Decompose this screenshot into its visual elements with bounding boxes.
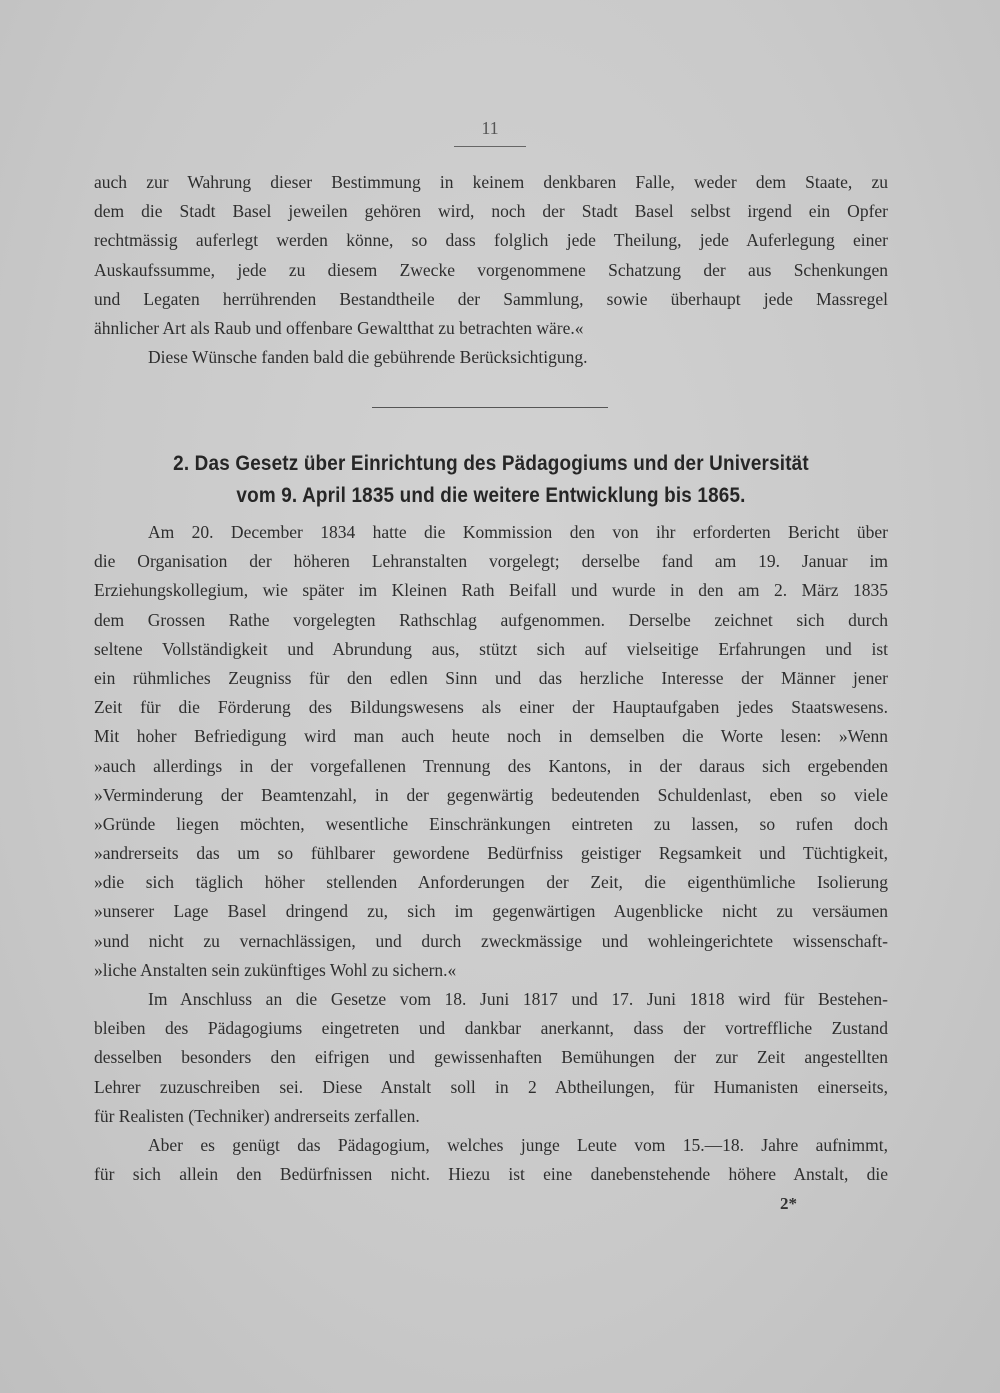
text-line: Im Anschluss an die Gesetze vom 18. Juni 1817 und 17. Juni 1818 wird für Bestehen- — [148, 989, 888, 1009]
text-line: Zeit für die Förderung des Bildungswesens als einer der Hauptaufgaben jedes Staatswesens. — [94, 697, 888, 718]
paragraph-2: Diese Wünsche fanden bald die gebührende Berücksichtigung. — [148, 347, 588, 368]
text-line: Aber es genügt das Pädagogium, welches junge Leute vom 15.—18. Jahre aufnimmt, — [148, 1134, 888, 1155]
text-line: und Legaten herrührenden Bestandtheile der Sammlung, sowie überhaupt jede Massregel — [94, 288, 888, 309]
text-line: rechtmässig auferlegt werden könne, so dass folglich jede Theilung, jede Auferlegung einer — [94, 230, 888, 251]
signature-mark: 2* — [780, 1194, 797, 1213]
text-line: für sich allein den Bedürfnissen nicht. Hiezu ist eine danebenstehende höhere Anstalt, die — [94, 1164, 888, 1185]
text-line: bleiben des Pädagogiums eingetreten und dankbar anerkannt, dass der vortreffliche Zustand — [94, 1018, 888, 1039]
text-line: für Realisten (Techniker) andrerseits zerfallen. — [94, 1105, 420, 1126]
text-line: seltene Vollständigkeit und Abrundung aus, stützt sich auf vielseitige Erfahrungen und ist — [94, 638, 888, 659]
text-line: ein rühmliches Zeugniss für den edlen Sinn und das herzliche Interesse der Männer jener — [94, 667, 888, 688]
text-line: »auch allerdings in der vorgefallenen Trennung des Kantons, in der daraus sich ergebenden — [94, 755, 888, 776]
text-line: Mit hoher Befriedigung wird man auch heute noch in demselben die Worte lesen: »Wenn — [94, 726, 888, 747]
text-line: »liche Anstalten sein zukünftiges Wohl zu sichern.« — [94, 959, 457, 980]
text-line: »Verminderung der Beamtenzahl, in der gegenwärtig bedeutenden Schuldenlast, eben so viele — [94, 784, 888, 805]
header-rule — [454, 146, 526, 147]
text-line: »andrerseits das um so fühlbarer gewordene Bedürfniss geistiger Regsamkeit und Tüchtigkeit, — [94, 843, 888, 864]
paragraph-3 — [94, 518, 888, 1189]
text-line: auch zur Wahrung dieser Bestimmung in keinem denkbaren Falle, weder dem Staate, zu — [94, 172, 888, 192]
text-line: »unserer Lage Basel dringend zu, sich im gegenwärtigen Augenblicke nicht zu versäumen — [94, 901, 888, 922]
text-line: desselben besonders den eifrigen und gewissenhaften Bemühungen der zur Zeit angestellten — [94, 1047, 888, 1068]
paragraph-1 — [94, 168, 888, 372]
text-line: Am 20. December 1834 hatte die Kommission den von ihr erforderten Bericht über — [148, 522, 888, 542]
section-separator — [372, 407, 608, 408]
text-line: Auskaufssumme, jede zu diesem Zwecke vorgenommene Schatzung der aus Schenkungen — [94, 259, 888, 280]
text-line: ähnlicher Art als Raub und offenbare Gewaltthat zu betrachten wäre.« — [94, 317, 584, 338]
section-heading-line-2: vom 9. April 1835 und die weitere Entwicklung bis 1865. — [236, 484, 746, 507]
text-line: die Organisation der höheren Lehranstalten vorgelegt; derselbe fand am 19. Januar im — [94, 551, 888, 572]
text-line: dem Grossen Rathe vorgelegten Rathschlag aufgenommen. Derselbe zeichnet sich durch — [94, 609, 888, 630]
text-line: »Gründe liegen möchten, wesentliche Einschränkungen eintreten zu lassen, so rufen doch — [94, 813, 888, 834]
text-line: »die sich täglich höher stellenden Anforderungen der Zeit, die eigenthümliche Isolierung — [94, 872, 888, 893]
text-line: dem die Stadt Basel jeweilen gehören wird, noch der Stadt Basel selbst irgend ein Opfer — [94, 201, 888, 222]
text-line: Lehrer zuzuschreiben sei. Diese Anstalt soll in 2 Abtheilungen, für Humanisten einerseits, — [94, 1076, 888, 1097]
text-line: Erziehungskollegium, wie später im Kleinen Rath Beifall und wurde in den am 2. März 1835 — [94, 580, 888, 601]
text-line: »und nicht zu vernachlässigen, und durch zweckmässige und wohleingerichtete wissenschaft- — [94, 930, 888, 951]
page-number: 11 — [481, 118, 499, 138]
section-heading-line-1: 2. Das Gesetz über Einrichtung des Pädagogiums und der Universität — [173, 452, 809, 475]
